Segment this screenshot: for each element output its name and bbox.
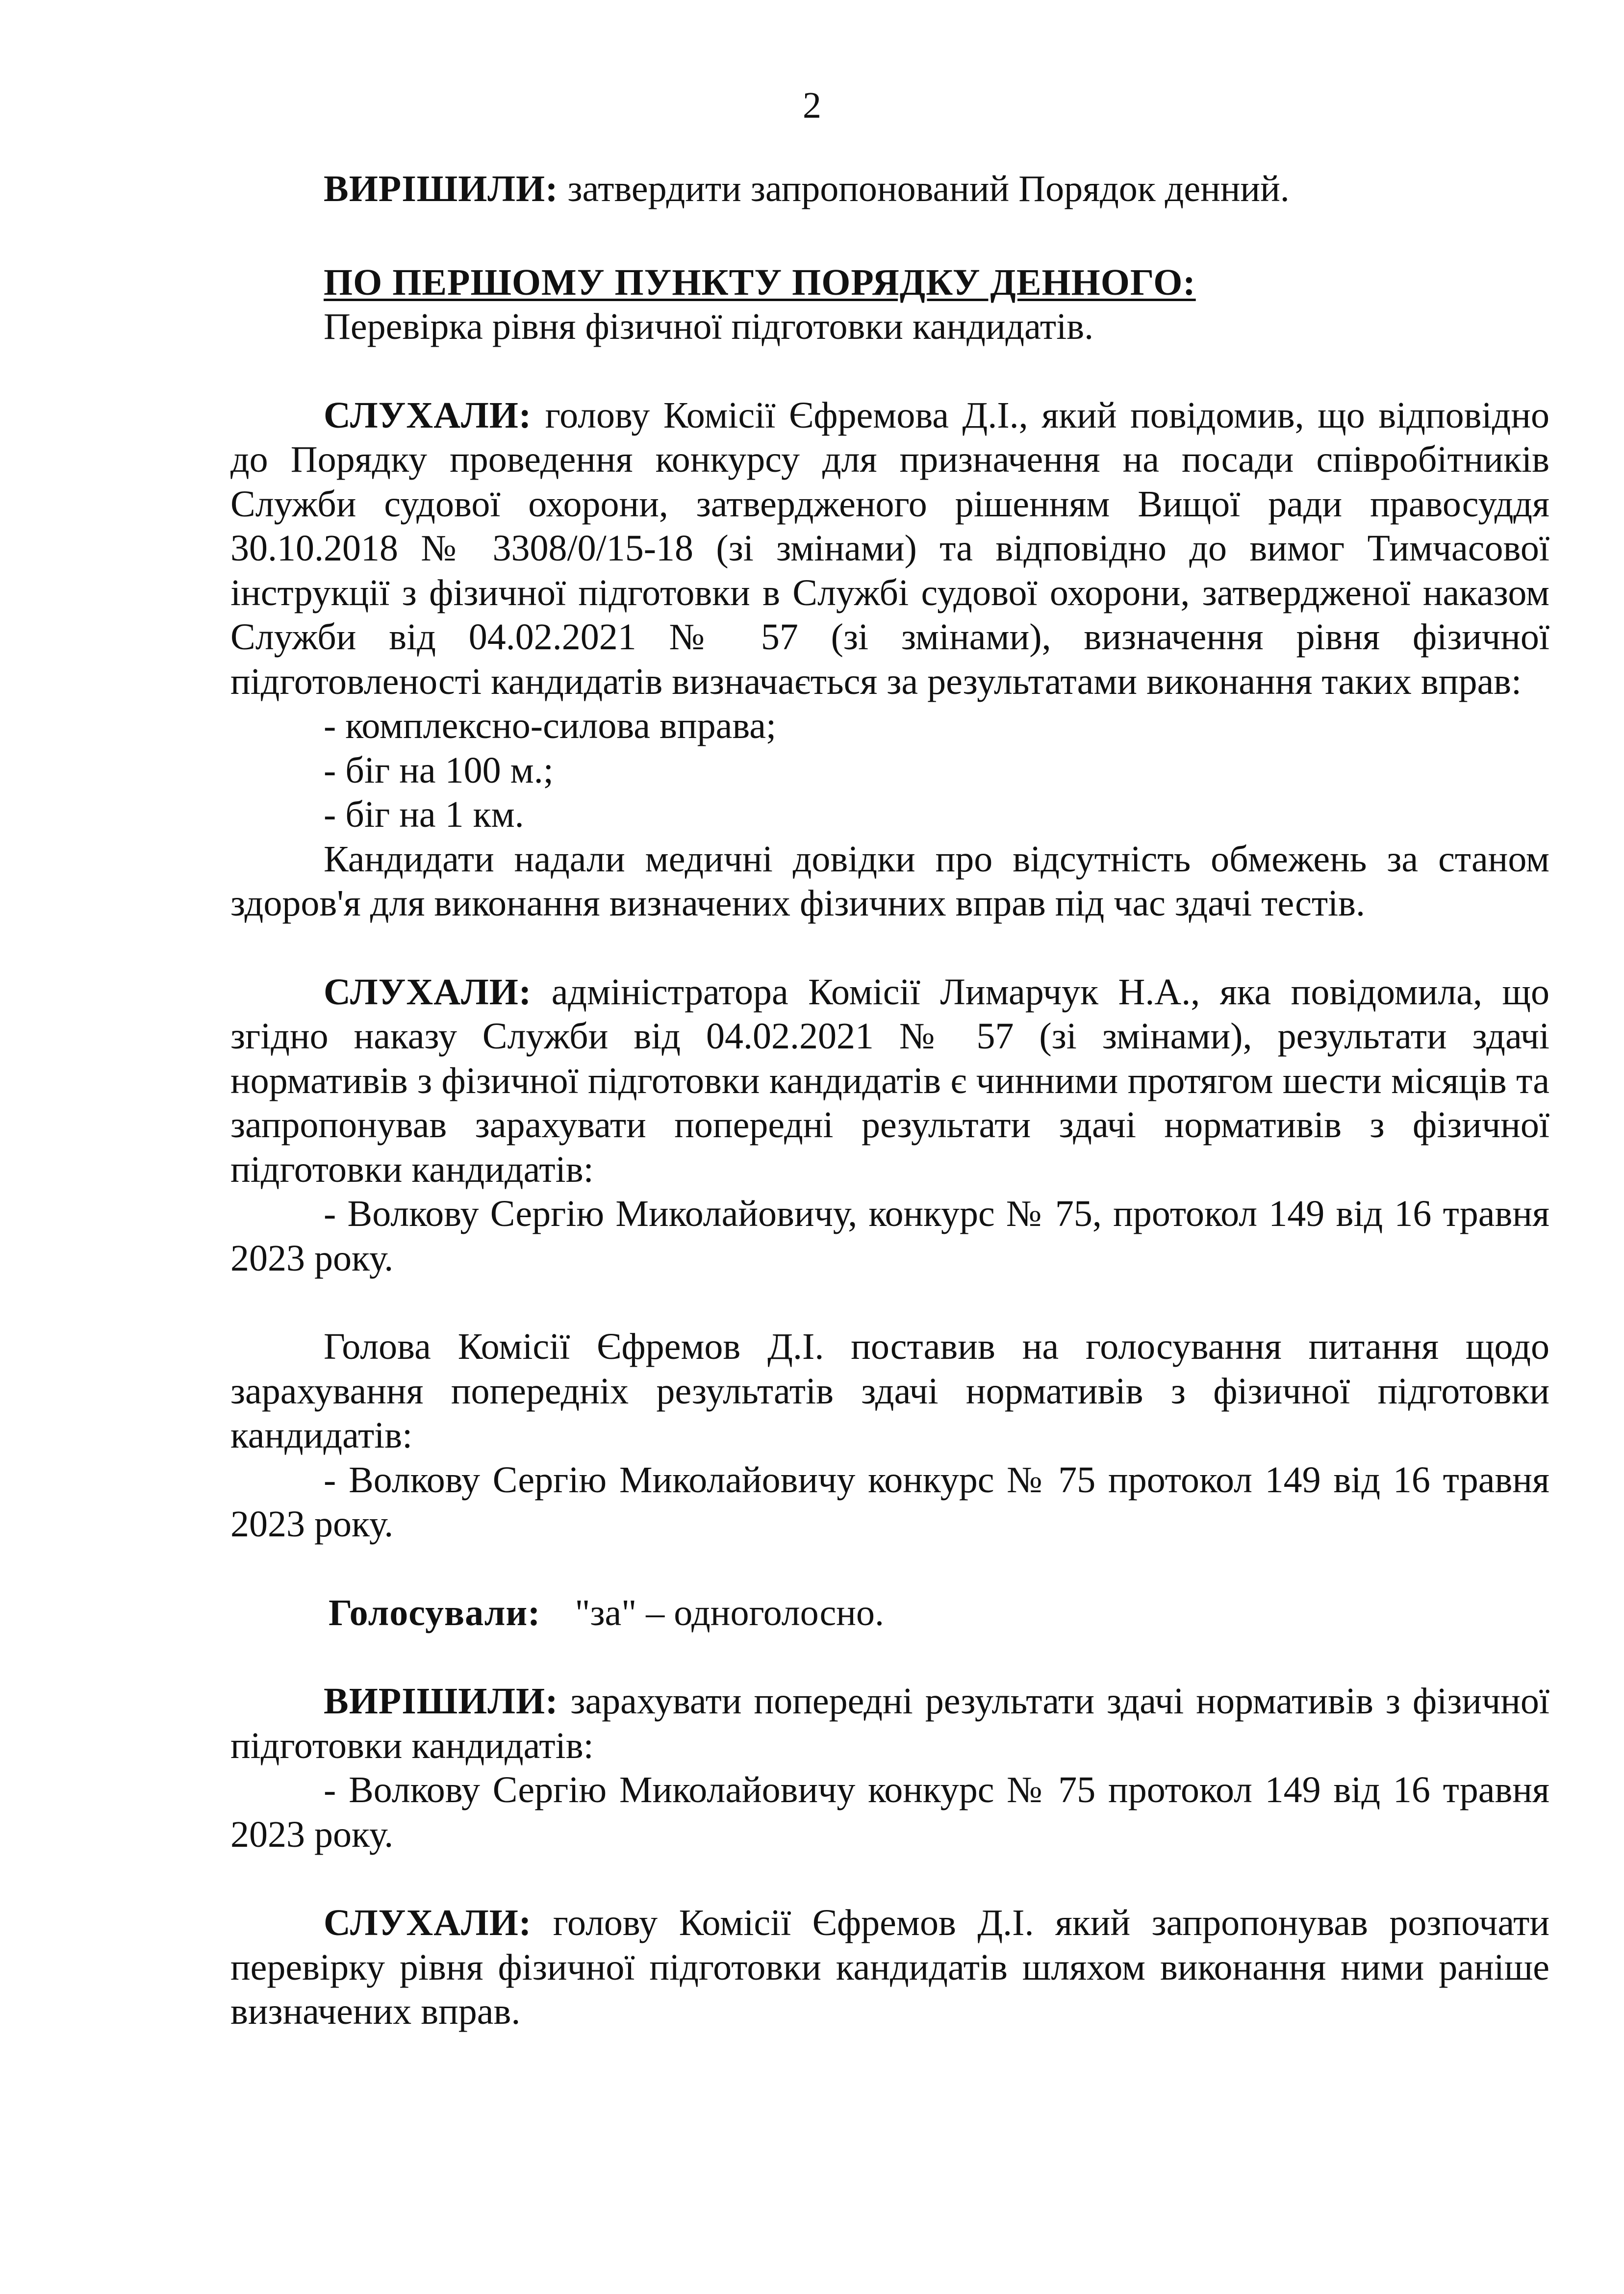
exercise-item: - біг на 100 м.; [324, 749, 554, 791]
decision-keyword: ВИРІШИЛИ: [324, 1681, 558, 1722]
heard-text: голову Комісії Єфремов Д.І. який запропонував розпочати перевірку рівня фізичної підготовки кандидатів шляхом виконання ними раніше визначених вправ. [230, 1902, 1549, 2032]
vote-keyword: Голосували: [329, 1592, 541, 1633]
medical-note: Кандидати надали медичні довідки про відсутність обмежень за станом здоров'я для виконання визначених фізичних вправ під час здачі тестів. [230, 838, 1549, 924]
section-heading: ПО ПЕРШОМУ ПУНКТУ ПОРЯДКУ ДЕННОГО: [324, 261, 1196, 303]
decision-text: зарахувати попередні результати здачі нормативів з фізичної підготовки кандидатів: [230, 1681, 1549, 1766]
decision-keyword: ВИРІШИЛИ: [324, 168, 558, 209]
heard-text: адміністратора Комісії Лимарчук Н.А., яка повідомила, що згідно наказу Служби від 04.02.2021 № 57 (зі змінами), результати здачі нормативів з фізичної підготовки кандидатів є чинними протягом шести місяців та запропонував зарахувати попередні результати здачі нормативів з фізичної підготовки кандидатів: [230, 971, 1549, 1190]
chair-vote-paragraph: Голова Комісії Єфремов Д.І. поставив на голосування питання щодо зарахування попередніх результатів здачі нормативів з фізичної підготовки кандидатів: [230, 1326, 1549, 1456]
decision-accept-results [230, 1679, 1549, 1768]
heard-text: голову Комісії Єфремова Д.І., який повідомив, що відповідно до Порядку проведення конкурсу для призначення на посади співробітників Служби судової охорони, затвердженого рішенням Вищої ради правосуддя 30.10.2018 № 3308/0/15-18 (зі змінами) та відповідно до вимог Тимчасової інструкції з фізичної підготовки в Службі судової охорони, затвердженої наказом Служби від 04.02.2021 № 57 (зі змінами), визначення рівня фізичної підготовленості кандидатів визначається за результатами виконання таких вправ: [230, 394, 1549, 702]
candidate-entry: - Волкову Сергію Миколайовичу конкурс № 75 протокол 149 від 16 травня 2023 року. [230, 1459, 1549, 1545]
decision-text: затвердити запропонований Порядок денний. [558, 168, 1290, 209]
candidate-entry: - Волкову Сергію Миколайовичу конкурс № 75 протокол 149 від 16 травня 2023 року. [230, 1769, 1549, 1855]
vote-result [230, 1591, 1549, 1635]
document-body [230, 167, 1549, 2034]
heard-keyword: СЛУХАЛИ: [324, 971, 532, 1013]
heard-keyword: СЛУХАЛИ: [324, 394, 532, 436]
heard-start-testing-paragraph [230, 1901, 1549, 2034]
decision-approve-agenda [230, 167, 1549, 211]
vote-text: "за" – одноголосно. [575, 1592, 884, 1633]
exercise-item: - біг на 1 км. [324, 794, 524, 835]
section-subheading: Перевірка рівня фізичної підготовки кандидатів. [324, 306, 1094, 347]
candidate-entry: - Волкову Сергію Миколайовичу, конкурс № 75, протокол 149 від 16 травня 2023 року. [230, 1193, 1549, 1279]
exercise-item: - комплексно-силова вправа; [324, 705, 777, 746]
heard-admin-paragraph [230, 970, 1549, 1192]
page-number: 2 [803, 85, 821, 126]
heard-keyword: СЛУХАЛИ: [324, 1902, 532, 1943]
heard-chair-paragraph [230, 393, 1549, 704]
